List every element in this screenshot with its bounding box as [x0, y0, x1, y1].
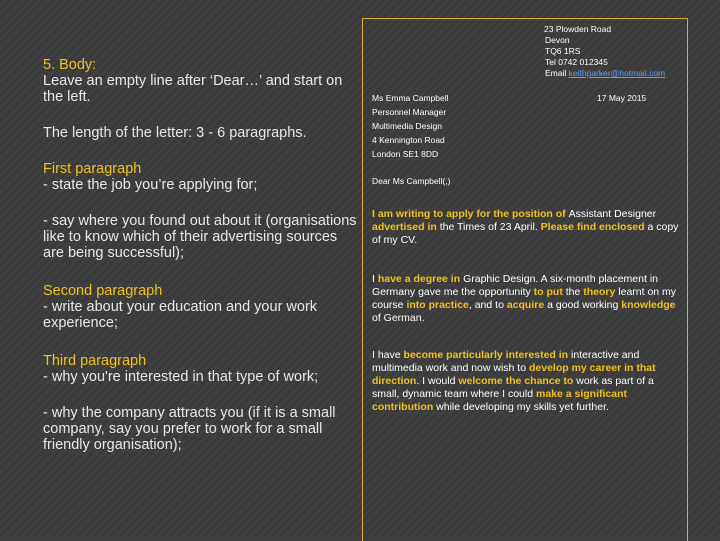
email-link[interactable]: keithparker@hotmail.com — [568, 68, 666, 78]
highlighted-phrase: knowledge — [621, 299, 676, 311]
recipient-line: Personnel Manager — [372, 107, 447, 117]
first-paragraph-bullet: - say where you found out about it (organisations like to know which of their advertising sources are being successful); — [43, 213, 357, 261]
letter-date: 17 May 2015 — [597, 93, 647, 103]
paragraph-text: . I would — [416, 375, 459, 387]
paragraph-text: the — [565, 286, 584, 298]
third-paragraph-bullet: - why you're interested in that type of work; — [43, 369, 319, 385]
first-paragraph-bullet: - state the job you’re applying for; — [43, 177, 258, 193]
salutation: Dear Ms Campbell(,) — [372, 176, 451, 186]
paragraph-text: a good working — [547, 299, 622, 311]
second-paragraph-bullet: - write about your education and your work experience; — [43, 299, 318, 331]
paragraph-text: Assistant Designer — [568, 208, 657, 220]
highlighted-phrase: welcome the chance to — [458, 375, 577, 387]
highlighted-phrase: into practice — [406, 299, 469, 311]
email-line — [544, 68, 704, 79]
email-label: Email — [545, 68, 569, 78]
highlighted-phrase: I am writing to apply for the position of — [372, 208, 569, 220]
address-line: Devon — [545, 35, 570, 45]
letter-paragraph-3 — [372, 349, 684, 414]
address-line: Tel 0742 012345 — [545, 57, 608, 67]
length-text: The length of the letter: 3 - 6 paragraphs. — [43, 125, 307, 141]
highlighted-phrase: theory — [583, 286, 619, 298]
highlighted-phrase: advertised in — [372, 221, 440, 233]
section-heading: 5. Body: — [43, 57, 97, 73]
address-line: TQ6 1RS — [545, 46, 581, 56]
third-paragraph-heading: Third paragraph — [43, 353, 147, 369]
paragraph-text: interactive and multimedia work and now wish to — [372, 349, 640, 374]
highlighted-phrase: acquire — [506, 299, 548, 311]
highlighted-phrase: become particularly interested in — [403, 349, 572, 361]
paragraph-text: I — [372, 273, 378, 285]
recipient-address — [372, 91, 572, 161]
instructions-panel — [43, 57, 358, 453]
instruction-text: Leave an empty line after ‘Dear…’ and start on the left. — [43, 73, 343, 105]
recipient-line: Ms Emma Campbell — [372, 93, 449, 103]
highlighted-phrase: have a degree in — [377, 273, 464, 285]
address-line: 23 Plowden Road — [544, 24, 612, 34]
recipient-line: Multimedia Design — [372, 121, 442, 131]
recipient-line: London SE1 8DD — [372, 149, 439, 159]
paragraph-text: Graphic Design. A six-month placement in Germany gave me the opportunity — [372, 273, 658, 298]
highlighted-phrase: develop my career in that direction — [372, 362, 656, 387]
sender-address — [544, 24, 704, 79]
highlighted-phrase: to put — [533, 286, 566, 298]
recipient-line: 4 Kennington Road — [372, 135, 445, 145]
paragraph-text: while developing my skills yet further. — [436, 401, 609, 413]
paragraph-text: the Times of 23 April. — [439, 221, 541, 233]
paragraph-text: I have — [372, 349, 404, 361]
first-paragraph-heading: First paragraph — [43, 161, 142, 177]
paragraph-text: of German. — [372, 312, 425, 324]
third-paragraph-bullet: - why the company attracts you (if it is a small company, say you prefer to work for a small friendly organisation); — [43, 405, 336, 453]
second-paragraph-heading: Second paragraph — [43, 283, 163, 299]
highlighted-phrase: make a significant contribution — [372, 388, 628, 413]
paragraph-text: learnt on my course — [372, 286, 677, 311]
paragraph-text: a copy of my CV. — [372, 221, 679, 246]
paragraph-text: , and to — [468, 299, 507, 311]
highlighted-phrase: Please find enclosed — [540, 221, 648, 233]
letter-paragraph-2 — [372, 273, 684, 325]
paragraph-text: work as part of a small, dynamic team where I could — [372, 375, 654, 400]
letter-paragraph-1 — [372, 208, 684, 247]
